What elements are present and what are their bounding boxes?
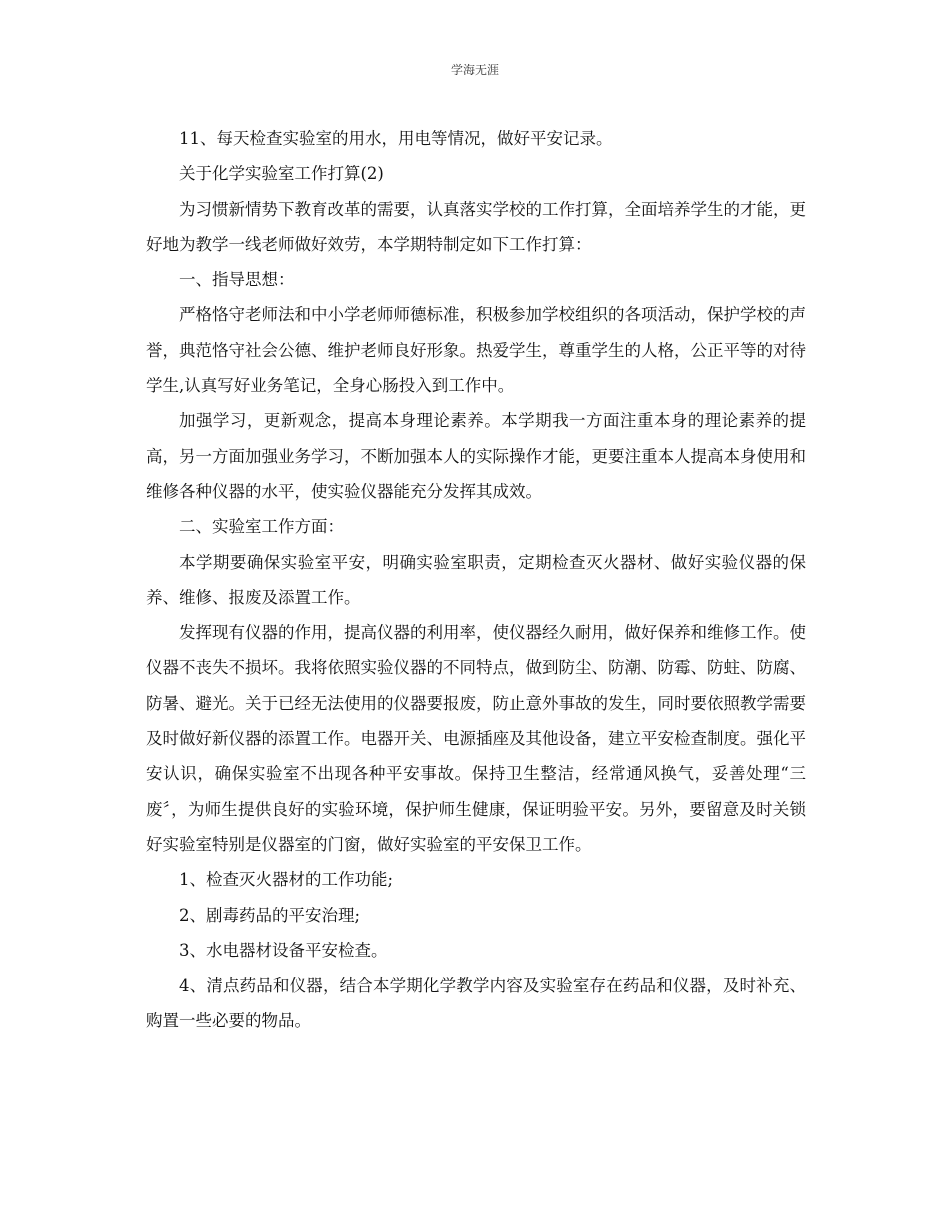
list-item-1: 1、检查灭火器材的工作功能; <box>179 870 394 890</box>
lab-safety-paragraph: 本学期要确保实验室平安，明确实验室职责，定期检查灭火器材、做好实验仪器的保养、维修、报废及添置工作。 <box>146 552 806 607</box>
learning-paragraph: 加强学习，更新观念，提高本身理论素养。本学期我一方面注重本身的理论素养的提高，另一方面加强业务学习，不断加强本人的实际操作才能，更要注重本人提高本身使用和维修各种仪器的水平，使实验仪器能充分发挥其成效。 <box>146 411 806 501</box>
guiding-thought-paragraph: 严格恪守老师法和中小学老师师德标准，积极参加学校组织的各项活动，保护学校的声誉，典范恪守社会公德、维护老师良好形象。热爱学生，尊重学生的人格，公正平等的对待学生,认真写好业务笔记，全身心肠投入到工作中。 <box>146 305 806 396</box>
instrument-paragraph: 发挥现有仪器的作用，提高仪器的利用率，使仪器经久耐用，做好保养和维修工作。使仪器不丧失不损坏。我将依照实验仪器的不同特点，做到防尘、防潮、防霉、防蛀、防腐、防暑、避光。关于已经无法使用的仪器要报废，防止意外事故的发生，同时要依照教学需要及时做好新仪器的添置工作。电器开关、电源插座及其他设备，建立平安检查制度。强化平安认识，确保实验室不出现各种平安事故。保持卫生整洁，经常通风换气，妥善处理“三废〞，为师生提供良好的实验环境，保护师生健康，保证明验平安。另外，要留意及时关锁好实验室特别是仪器室的门窗，做好实验室的平安保卫工作。 <box>146 623 806 854</box>
section-title: 关于化学实验室工作打算(2) <box>179 164 384 184</box>
heading-guiding-thought: 一、指导思想： <box>179 270 295 290</box>
heading-lab-work: 二、实验室工作方面： <box>179 517 344 537</box>
list-item-2: 2、剧毒药品的平安治理; <box>179 905 361 925</box>
page-header: 学海无涯 <box>450 63 499 77</box>
list-item-3: 3、水电器材设备平安检查。 <box>179 940 388 960</box>
list-item-4: 4、清点药品和仪器，结合本学期化学教学内容及实验室存在药品和仪器，及时补充、购置一些必要的物品。 <box>146 976 806 1031</box>
paragraph-item-11: 11、每天检查实验室的用水，用电等情况，做好平安记录。 <box>179 129 613 148</box>
document-body <box>146 121 806 1039</box>
intro-paragraph: 为习惯新情势下教育改革的需要，认真落实学校的工作打算，全面培养学生的才能，更好地为教学一线老师做好效劳，本学期特制定如下工作打算： <box>146 199 806 254</box>
